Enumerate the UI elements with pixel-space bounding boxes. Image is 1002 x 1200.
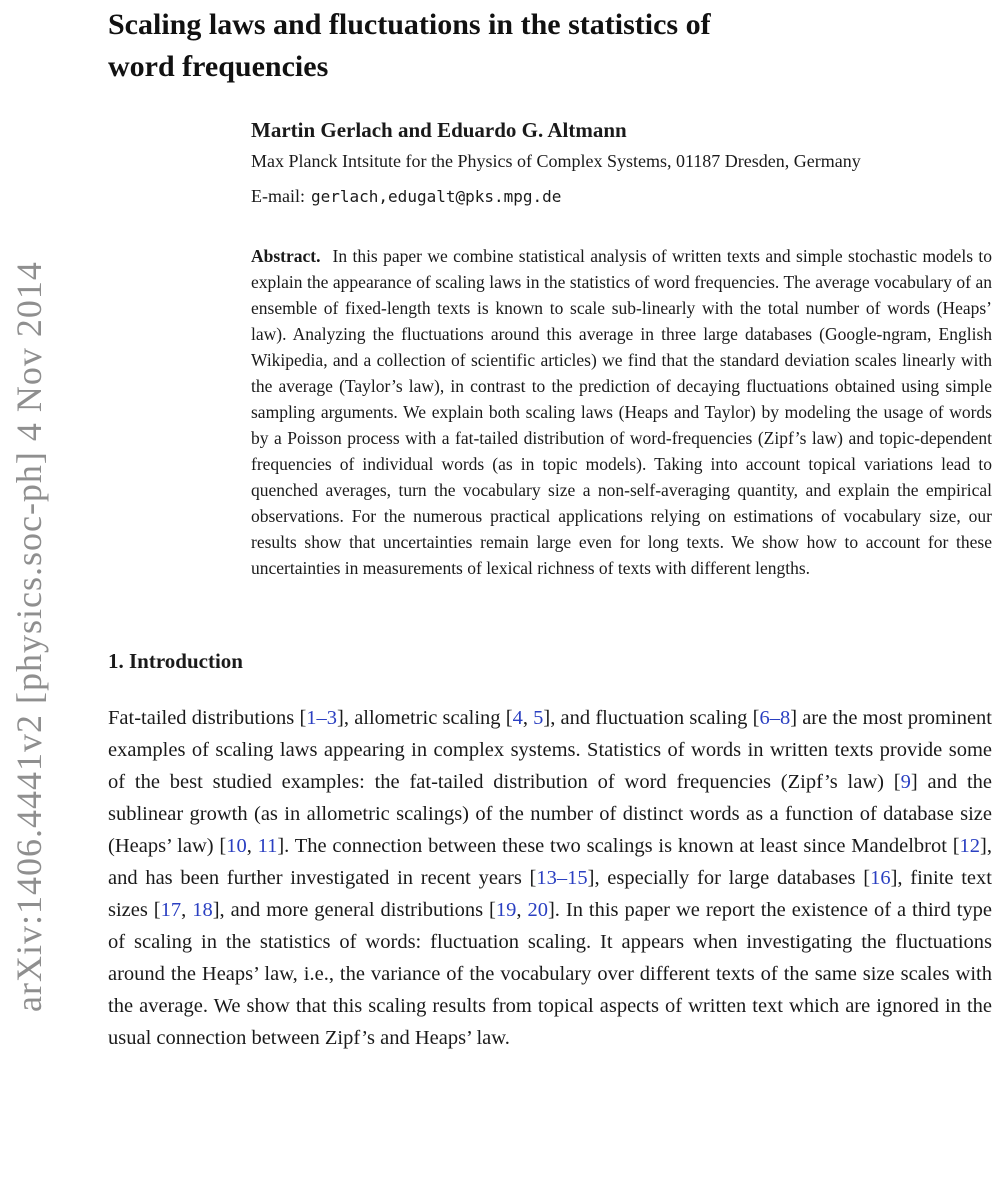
citation-link[interactable]: 17	[160, 899, 182, 921]
citation-link[interactable]: 5	[533, 707, 544, 729]
citation-link[interactable]: 1–3	[306, 707, 338, 729]
email-label: E-mail:	[251, 186, 305, 206]
text-segment: ] and the sublinear growth (as in allometric scalings) of the number of distinct words as a function of database size (Heaps’ law) [	[108, 771, 992, 857]
text-segment: ], and fluctuation scaling [	[543, 707, 760, 729]
text-segment: ], especially for large databases [	[587, 867, 871, 889]
paper-title	[108, 4, 992, 88]
paper-title-line1: Scaling laws and fluctuations in the statistics of	[108, 8, 711, 41]
citation-link[interactable]: 18	[192, 899, 213, 921]
text-segment: Fat-tailed distributions [	[108, 707, 307, 729]
email-address: gerlach,edugalt@pks.mpg.de	[310, 187, 562, 206]
citation-link[interactable]: 19	[495, 899, 517, 921]
text-segment: ,	[181, 899, 193, 921]
citation-link[interactable]: 16	[870, 867, 891, 889]
authors-line: Martin Gerlach and Eduardo G. Altmann	[251, 118, 627, 142]
text-segment: ], and has been further investigated in recent years [	[108, 835, 992, 889]
affiliation-line: Max Planck Intsitute for the Physics of Complex Systems, 01187 Dresden, Germany	[251, 151, 861, 171]
text-segment: ], and more general distributions [	[212, 899, 496, 921]
citation-link[interactable]: 11	[257, 835, 278, 857]
email-line	[251, 186, 992, 207]
abstract	[251, 243, 992, 581]
text-segment: ] are the most prominent examples of scaling laws appearing in complex systems. Statistics of words in written texts provide some of the best studied examples: the fat-tailed distribution of word frequencies (Zipf’s law) [	[108, 707, 992, 793]
citation-link[interactable]: 6–8	[759, 707, 791, 729]
citation-link[interactable]: 13–15	[536, 867, 588, 889]
text-segment: ,	[246, 835, 258, 857]
section-heading-introduction: 1. Introduction	[108, 649, 243, 673]
citation-link[interactable]: 10	[226, 835, 247, 857]
intro-paragraph	[108, 702, 992, 1054]
citation-link[interactable]: 12	[959, 835, 981, 857]
text-segment: ]. In this paper we report the existence of a third type of scaling in the statistics of words: fluctuation scaling. It appears when investigating the fluctuations around the Heaps’ law, i.e., the variance of the vocabulary over different texts of the same size scales with the average. We show that this scaling results from topical aspects of written text which are ignored in the usual connection between Zipf’s and Heaps’ law.	[108, 899, 993, 1049]
abstract-label: Abstract.	[251, 246, 321, 266]
front-matter	[251, 118, 992, 581]
arxiv-watermark: arXiv:1406.4441v2 [physics.soc-ph] 4 Nov 2014	[9, 261, 49, 1012]
abstract-text: In this paper we combine statistical analysis of written texts and simple stochastic models to explain the appearance of scaling laws in the statistics of word frequencies. The average vocabulary of an ensemble of fixed-length texts is known to scale sub-linearly with the total number of words (Heaps’ law). Analyzing the fluctuations around this average in three large databases (Google-ngram, English Wikipedia, and a collection of scientific articles) we find that the standard deviation scales linearly with the average (Taylor’s law), in contrast to the prediction of decaying fluctuations obtained using simple sampling arguments. We explain both scaling laws (Heaps and Taylor) by modeling the usage of words by a Poisson process with a fat-tailed distribution of word-frequencies (Zipf’s law) and topic-dependent frequencies of individual words (as in topic models). Taking into account topical variations lead to quenched averages, turn the vocabulary size a non-self-averaging quantity, and explain the empirical observations. For the numerous practical applications relying on estimations of vocabulary size, our results show that uncertainties remain large even for long texts. We show how to account for these uncertainties in measurements of lexical richness of texts with different lengths.	[251, 246, 992, 578]
text-segment: ]. The connection between these two scalings is known at least since Mandelbrot [	[277, 835, 960, 857]
citation-link[interactable]: 20	[527, 899, 548, 921]
paper-content	[108, 4, 992, 1054]
text-segment: ], allometric scaling [	[337, 707, 513, 729]
citation-link[interactable]: 4	[512, 707, 523, 729]
citation-link[interactable]: 9	[900, 771, 911, 793]
text-segment: ], finite text sizes [	[108, 867, 992, 921]
text-segment: ,	[516, 899, 528, 921]
text-segment: ,	[522, 707, 534, 729]
paper-title-line2: word frequencies	[108, 50, 329, 83]
